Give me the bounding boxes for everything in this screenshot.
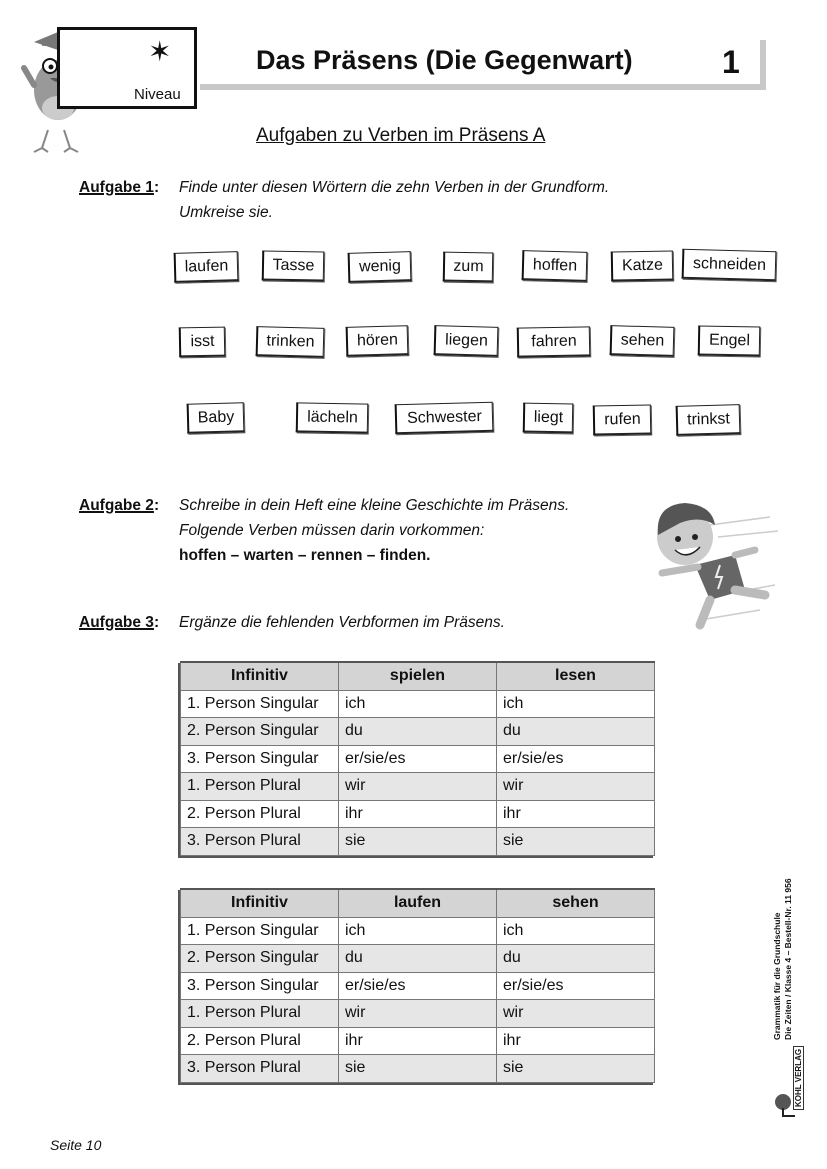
word-card[interactable]: hoffen xyxy=(522,250,588,282)
person-cell: 3. Person Plural xyxy=(181,828,339,856)
word-card[interactable]: lächeln xyxy=(296,402,369,433)
table-row xyxy=(181,800,655,828)
answer-cell[interactable]: sie xyxy=(339,828,497,856)
word-card[interactable]: trinken xyxy=(256,326,325,358)
word-card[interactable]: hören xyxy=(346,325,409,357)
answer-cell[interactable]: wir xyxy=(339,773,497,801)
tree-logo-icon xyxy=(773,1092,797,1118)
publication-series: Grammatik für die Grundschule xyxy=(772,912,782,1040)
word-card[interactable]: Baby xyxy=(187,402,245,433)
task3-label: Aufgabe 3: xyxy=(79,614,160,631)
person-cell: 1. Person Plural xyxy=(181,1000,339,1028)
word-card[interactable]: Tasse xyxy=(262,250,325,281)
person-cell: 2. Person Singular xyxy=(181,945,339,973)
word-card[interactable]: laufen xyxy=(174,251,239,283)
word-card[interactable]: Katze xyxy=(611,250,674,281)
answer-cell[interactable]: du xyxy=(339,718,497,746)
person-cell: 3. Person Singular xyxy=(181,745,339,773)
answer-cell[interactable]: wir xyxy=(339,1000,497,1028)
title-underline-bar xyxy=(200,84,766,90)
answer-cell[interactable]: sie xyxy=(497,1055,655,1083)
task1-line2: Umkreise sie. xyxy=(179,204,273,221)
person-cell: 3. Person Plural xyxy=(181,1055,339,1083)
word-card[interactable]: zum xyxy=(443,252,494,283)
table-row xyxy=(181,945,655,973)
answer-cell[interactable]: ihr xyxy=(339,1027,497,1055)
answer-cell[interactable]: ihr xyxy=(339,800,497,828)
word-card[interactable]: wenig xyxy=(348,251,412,283)
table-row xyxy=(181,745,655,773)
header-cell: Infinitiv xyxy=(181,662,339,690)
star-icon: ✶ xyxy=(148,36,172,67)
task2-instructions xyxy=(179,493,569,543)
word-card[interactable]: trinkst xyxy=(676,404,741,436)
person-cell: 3. Person Singular xyxy=(181,972,339,1000)
answer-cell[interactable]: ihr xyxy=(497,1027,655,1055)
word-card[interactable]: isst xyxy=(179,327,226,358)
word-card[interactable]: fahren xyxy=(517,326,591,357)
answer-cell[interactable]: ich xyxy=(339,690,497,718)
task2-label: Aufgabe 2: xyxy=(79,497,160,514)
page-title: Das Präsens (Die Gegenwart) xyxy=(256,45,633,75)
answer-cell[interactable]: er/sie/es xyxy=(339,745,497,773)
niveau-label: Niveau xyxy=(134,86,181,103)
table-row xyxy=(181,972,655,1000)
table-row xyxy=(181,917,655,945)
publication-details: Die Zeiten / Klasse 4 – Bestell-Nr. 11 956 xyxy=(783,878,793,1040)
answer-cell[interactable]: wir xyxy=(497,1000,655,1028)
task3-line1: Ergänze die fehlenden Verbformen im Präsens. xyxy=(179,614,505,631)
answer-cell[interactable]: er/sie/es xyxy=(497,745,655,773)
table-row xyxy=(181,718,655,746)
answer-cell[interactable]: ich xyxy=(497,917,655,945)
table-row xyxy=(181,1000,655,1028)
task2-line2: Folgende Verben müssen darin vorkommen: xyxy=(179,522,485,539)
page-footer: Seite 10 xyxy=(50,1137,102,1153)
person-cell: 1. Person Singular xyxy=(181,917,339,945)
word-card[interactable]: liegen xyxy=(434,325,499,357)
person-cell: 2. Person Plural xyxy=(181,1027,339,1055)
answer-cell[interactable]: du xyxy=(497,945,655,973)
answer-cell[interactable]: er/sie/es xyxy=(339,972,497,1000)
header-cell: laufen xyxy=(339,889,497,917)
word-card[interactable]: sehen xyxy=(610,325,675,357)
publisher-logo-text: KOHL VERLAG xyxy=(793,1046,804,1110)
answer-cell[interactable]: du xyxy=(339,945,497,973)
word-card[interactable]: schneiden xyxy=(682,249,777,281)
task3-instructions xyxy=(179,610,505,635)
word-card[interactable]: Schwester xyxy=(395,402,494,435)
header-cell: Infinitiv xyxy=(181,889,339,917)
niveau-box xyxy=(57,27,197,109)
person-cell: 1. Person Plural xyxy=(181,773,339,801)
header-cell: sehen xyxy=(497,889,655,917)
table-row xyxy=(181,773,655,801)
task2-verbs: hoffen – warten – rennen – finden. xyxy=(179,547,431,564)
word-card[interactable]: rufen xyxy=(593,404,652,435)
table-header-row xyxy=(181,662,655,690)
header-cell: spielen xyxy=(339,662,497,690)
table-row xyxy=(181,690,655,718)
task1-line1: Finde unter diesen Wörtern die zehn Verben in der Grundform. xyxy=(179,179,610,196)
word-card[interactable]: liegt xyxy=(523,403,574,434)
table-row xyxy=(181,828,655,856)
task1-label: Aufgabe 1: xyxy=(79,179,160,196)
person-cell: 2. Person Singular xyxy=(181,718,339,746)
answer-cell[interactable]: sie xyxy=(497,828,655,856)
subtitle: Aufgaben zu Verben im Präsens A xyxy=(256,125,546,146)
title-side-bar xyxy=(760,40,766,90)
answer-cell[interactable]: er/sie/es xyxy=(497,972,655,1000)
answer-cell[interactable]: wir xyxy=(497,773,655,801)
person-cell: 2. Person Plural xyxy=(181,800,339,828)
task2-line1: Schreibe in dein Heft eine kleine Geschichte im Präsens. xyxy=(179,497,570,514)
conjugation-table-2 xyxy=(180,888,655,1083)
word-card[interactable]: Engel xyxy=(698,325,761,356)
worksheet-number: 1 xyxy=(722,44,740,80)
answer-cell[interactable]: ihr xyxy=(497,800,655,828)
answer-cell[interactable]: du xyxy=(497,718,655,746)
header-cell: lesen xyxy=(497,662,655,690)
running-boy-illustration xyxy=(640,495,780,635)
task1-instructions xyxy=(179,175,609,225)
table-header-row xyxy=(181,889,655,917)
answer-cell[interactable]: ich xyxy=(339,917,497,945)
table-row xyxy=(181,1055,655,1083)
answer-cell[interactable]: ich xyxy=(497,690,655,718)
publication-info xyxy=(772,878,794,1040)
answer-cell[interactable]: sie xyxy=(339,1055,497,1083)
conjugation-table-1 xyxy=(180,661,655,856)
table-row xyxy=(181,1027,655,1055)
person-cell: 1. Person Singular xyxy=(181,690,339,718)
